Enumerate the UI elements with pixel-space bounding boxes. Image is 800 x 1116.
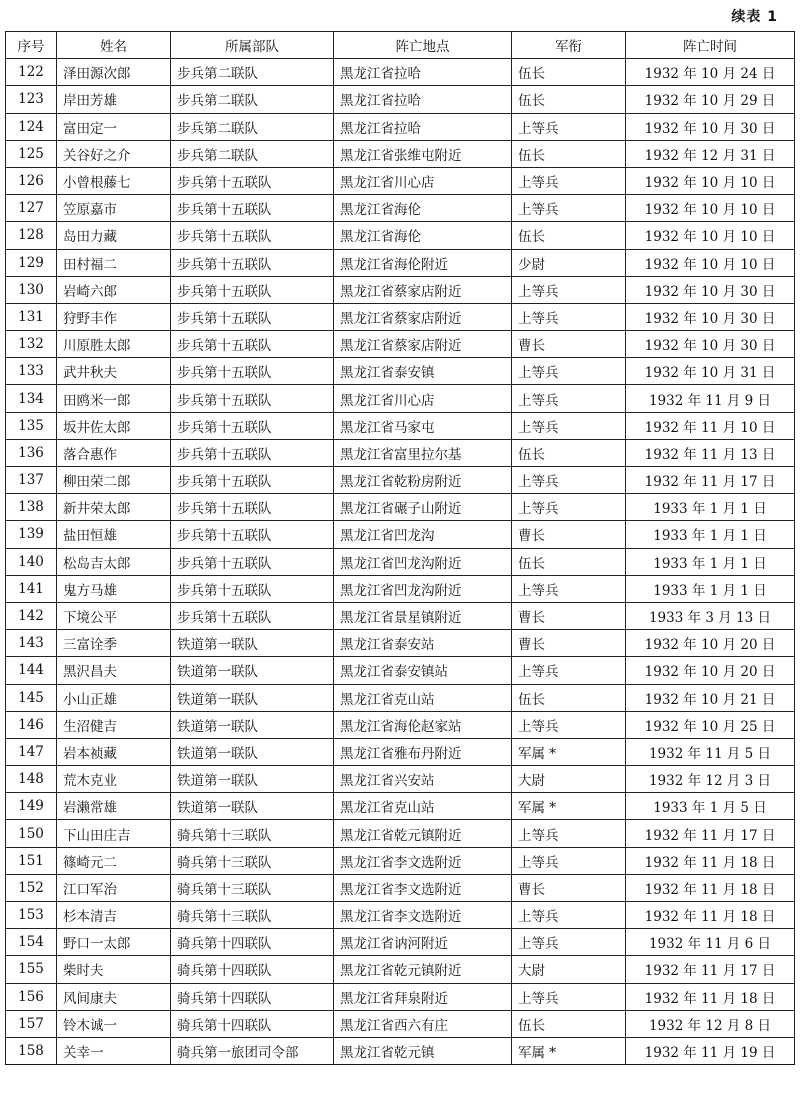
table-row (6, 575, 795, 602)
table-row (6, 303, 795, 330)
table-row (6, 276, 795, 303)
cell-place: 黑龙江省蔡家店附近 (334, 276, 512, 303)
cell-serial: 147 (6, 738, 57, 765)
cell-serial: 144 (6, 657, 57, 684)
cell-name: 坂井佐太郎 (57, 412, 171, 439)
cell-date: 1933 年 1 月 1 日 (626, 575, 795, 602)
cell-name: 关谷好之介 (57, 140, 171, 167)
cell-unit: 铁道第一联队 (171, 793, 334, 820)
cell-serial: 145 (6, 684, 57, 711)
cell-rank: 上等兵 (512, 820, 626, 847)
cell-name: 荒木克业 (57, 766, 171, 793)
cell-serial: 134 (6, 385, 57, 412)
cell-rank: 伍长 (512, 59, 626, 86)
cell-serial: 130 (6, 276, 57, 303)
cell-date: 1932 年 11 月 17 日 (626, 956, 795, 983)
cell-rank: 曹长 (512, 602, 626, 629)
cell-place: 黑龙江省李文选附近 (334, 902, 512, 929)
cell-serial: 142 (6, 602, 57, 629)
cell-date: 1932 年 10 月 21 日 (626, 684, 795, 711)
cell-date: 1932 年 11 月 5 日 (626, 738, 795, 765)
cell-place: 黑龙江省泰安镇站 (334, 657, 512, 684)
cell-place: 黑龙江省川心店 (334, 385, 512, 412)
cell-rank: 上等兵 (512, 711, 626, 738)
header-unit: 所属部队 (171, 32, 334, 59)
cell-place: 黑龙江省碾子山附近 (334, 494, 512, 521)
cell-rank: 上等兵 (512, 983, 626, 1010)
cell-serial: 133 (6, 358, 57, 385)
cell-serial: 132 (6, 331, 57, 358)
cell-place: 黑龙江省海伦附近 (334, 249, 512, 276)
cell-serial: 126 (6, 167, 57, 194)
cell-date: 1933 年 1 月 5 日 (626, 793, 795, 820)
cell-place: 黑龙江省泰安镇 (334, 358, 512, 385)
cell-serial: 122 (6, 59, 57, 86)
cell-unit: 步兵第十五联队 (171, 548, 334, 575)
cell-serial: 125 (6, 140, 57, 167)
cell-rank: 大尉 (512, 766, 626, 793)
table-row (6, 874, 795, 901)
cell-rank: 上等兵 (512, 113, 626, 140)
cell-serial: 146 (6, 711, 57, 738)
cell-unit: 骑兵第十三联队 (171, 820, 334, 847)
cell-date: 1932 年 11 月 13 日 (626, 439, 795, 466)
cell-unit: 步兵第十五联队 (171, 222, 334, 249)
cell-date: 1933 年 1 月 1 日 (626, 548, 795, 575)
cell-date: 1933 年 1 月 1 日 (626, 521, 795, 548)
cell-rank: 伍长 (512, 439, 626, 466)
cell-name: 田村福二 (57, 249, 171, 276)
cell-unit: 步兵第二联队 (171, 113, 334, 140)
cell-place: 黑龙江省海伦 (334, 222, 512, 249)
cell-serial: 127 (6, 195, 57, 222)
cell-date: 1932 年 10 月 24 日 (626, 59, 795, 86)
cell-place: 黑龙江省李文选附近 (334, 874, 512, 901)
cell-unit: 骑兵第十三联队 (171, 874, 334, 901)
cell-place: 黑龙江省蔡家店附近 (334, 303, 512, 330)
cell-rank: 上等兵 (512, 385, 626, 412)
cell-serial: 128 (6, 222, 57, 249)
cell-name: 野口一太郎 (57, 929, 171, 956)
cell-name: 武井秋夫 (57, 358, 171, 385)
table-row (6, 494, 795, 521)
cell-serial: 136 (6, 439, 57, 466)
table-row (6, 521, 795, 548)
cell-serial: 157 (6, 1010, 57, 1037)
cell-unit: 步兵第十五联队 (171, 412, 334, 439)
cell-rank: 上等兵 (512, 929, 626, 956)
cell-place: 黑龙江省拜泉附近 (334, 983, 512, 1010)
cell-place: 黑龙江省海伦 (334, 195, 512, 222)
cell-date: 1932 年 10 月 10 日 (626, 222, 795, 249)
header-place: 阵亡地点 (334, 32, 512, 59)
cell-unit: 步兵第十五联队 (171, 303, 334, 330)
cell-date: 1932 年 10 月 30 日 (626, 113, 795, 140)
cell-place: 黑龙江省李文选附近 (334, 847, 512, 874)
cell-unit: 步兵第十五联队 (171, 385, 334, 412)
cell-name: 岩濑常雄 (57, 793, 171, 820)
table-header (6, 32, 795, 59)
cell-place: 黑龙江省拉哈 (334, 113, 512, 140)
cell-rank: 军属 * (512, 1037, 626, 1064)
cell-rank: 军属 * (512, 793, 626, 820)
cell-place: 黑龙江省川心店 (334, 167, 512, 194)
cell-serial: 158 (6, 1037, 57, 1064)
cell-date: 1932 年 10 月 10 日 (626, 249, 795, 276)
table-row (6, 249, 795, 276)
cell-unit: 铁道第一联队 (171, 630, 334, 657)
cell-place: 黑龙江省凹龙沟 (334, 521, 512, 548)
cell-place: 黑龙江省乾元镇附近 (334, 820, 512, 847)
cell-date: 1932 年 12 月 31 日 (626, 140, 795, 167)
cell-name: 川原胜太郎 (57, 331, 171, 358)
table-row (6, 793, 795, 820)
cell-name: 落合惠作 (57, 439, 171, 466)
cell-name: 三富诠季 (57, 630, 171, 657)
cell-date: 1932 年 10 月 10 日 (626, 167, 795, 194)
cell-unit: 步兵第十五联队 (171, 521, 334, 548)
cell-name: 岸田芳雄 (57, 86, 171, 113)
cell-serial: 150 (6, 820, 57, 847)
cell-rank: 伍长 (512, 1010, 626, 1037)
table-row (6, 657, 795, 684)
cell-name: 岩崎六郎 (57, 276, 171, 303)
cell-name: 生沼健吉 (57, 711, 171, 738)
cell-serial: 138 (6, 494, 57, 521)
cell-rank: 伍长 (512, 140, 626, 167)
table-row (6, 195, 795, 222)
table-row (6, 59, 795, 86)
cell-date: 1932 年 11 月 17 日 (626, 820, 795, 847)
cell-name: 杉本清吉 (57, 902, 171, 929)
cell-place: 黑龙江省雅布丹附近 (334, 738, 512, 765)
cell-name: 盐田恒雄 (57, 521, 171, 548)
table-row (6, 412, 795, 439)
cell-date: 1932 年 11 月 18 日 (626, 874, 795, 901)
cell-place: 黑龙江省讷河附近 (334, 929, 512, 956)
cell-date: 1932 年 10 月 30 日 (626, 276, 795, 303)
cell-unit: 步兵第十五联队 (171, 331, 334, 358)
cell-rank: 上等兵 (512, 195, 626, 222)
table-row (6, 956, 795, 983)
cell-rank: 少尉 (512, 249, 626, 276)
cell-name: 铃木诚一 (57, 1010, 171, 1037)
cell-serial: 139 (6, 521, 57, 548)
cell-unit: 步兵第十五联队 (171, 602, 334, 629)
cell-rank: 上等兵 (512, 847, 626, 874)
cell-date: 1932 年 10 月 20 日 (626, 657, 795, 684)
cell-name: 风间康夫 (57, 983, 171, 1010)
cell-date: 1932 年 10 月 10 日 (626, 195, 795, 222)
cell-date: 1932 年 11 月 17 日 (626, 467, 795, 494)
table-row (6, 602, 795, 629)
cell-place: 黑龙江省富里拉尔基 (334, 439, 512, 466)
cell-serial: 129 (6, 249, 57, 276)
cell-name: 田鸥米一郎 (57, 385, 171, 412)
cell-rank: 曹长 (512, 521, 626, 548)
table-row (6, 439, 795, 466)
cell-rank: 上等兵 (512, 303, 626, 330)
cell-name: 狩野丰作 (57, 303, 171, 330)
table-row (6, 820, 795, 847)
cell-name: 篠崎元二 (57, 847, 171, 874)
cell-place: 黑龙江省兴安站 (334, 766, 512, 793)
table-row (6, 140, 795, 167)
cell-serial: 143 (6, 630, 57, 657)
header-rank: 军衔 (512, 32, 626, 59)
cell-unit: 骑兵第十四联队 (171, 983, 334, 1010)
cell-unit: 骑兵第一旅团司令部 (171, 1037, 334, 1064)
table-row (6, 847, 795, 874)
cell-name: 富田定一 (57, 113, 171, 140)
table-row (6, 358, 795, 385)
cell-unit: 骑兵第十三联队 (171, 902, 334, 929)
cell-date: 1932 年 12 月 8 日 (626, 1010, 795, 1037)
cell-name: 岩本祯藏 (57, 738, 171, 765)
table-caption: 续表 1 (731, 9, 778, 25)
header-serial: 序号 (6, 32, 57, 59)
cell-name: 鬼方马雄 (57, 575, 171, 602)
cell-rank: 上等兵 (512, 902, 626, 929)
cell-date: 1932 年 11 月 19 日 (626, 1037, 795, 1064)
cell-unit: 铁道第一联队 (171, 657, 334, 684)
cell-name: 江口军治 (57, 874, 171, 901)
cell-unit: 步兵第十五联队 (171, 249, 334, 276)
cell-unit: 铁道第一联队 (171, 738, 334, 765)
cell-date: 1933 年 3 月 13 日 (626, 602, 795, 629)
cell-name: 柴时夫 (57, 956, 171, 983)
cell-place: 黑龙江省乾元镇 (334, 1037, 512, 1064)
cell-rank: 上等兵 (512, 657, 626, 684)
cell-unit: 步兵第十五联队 (171, 467, 334, 494)
cell-serial: 152 (6, 874, 57, 901)
cell-unit: 步兵第十五联队 (171, 494, 334, 521)
table-row (6, 738, 795, 765)
cell-unit: 骑兵第十四联队 (171, 956, 334, 983)
cell-name: 岛田力藏 (57, 222, 171, 249)
cell-rank: 军属 * (512, 738, 626, 765)
cell-date: 1932 年 10 月 31 日 (626, 358, 795, 385)
cell-rank: 伍长 (512, 684, 626, 711)
cell-date: 1932 年 10 月 29 日 (626, 86, 795, 113)
cell-name: 小山正雄 (57, 684, 171, 711)
cell-unit: 步兵第十五联队 (171, 167, 334, 194)
cell-date: 1932 年 10 月 25 日 (626, 711, 795, 738)
cell-serial: 124 (6, 113, 57, 140)
cell-place: 黑龙江省泰安站 (334, 630, 512, 657)
table-row (6, 113, 795, 140)
cell-rank: 上等兵 (512, 276, 626, 303)
cell-date: 1932 年 11 月 9 日 (626, 385, 795, 412)
cell-name: 松岛吉太郎 (57, 548, 171, 575)
table-row (6, 548, 795, 575)
cell-rank: 上等兵 (512, 358, 626, 385)
cell-unit: 步兵第十五联队 (171, 575, 334, 602)
cell-date: 1932 年 11 月 18 日 (626, 902, 795, 929)
cell-place: 黑龙江省海伦赵家站 (334, 711, 512, 738)
cell-unit: 步兵第十五联队 (171, 439, 334, 466)
table-row (6, 467, 795, 494)
cell-rank: 上等兵 (512, 467, 626, 494)
table-row (6, 684, 795, 711)
cell-name: 黑沢昌夫 (57, 657, 171, 684)
cell-unit: 步兵第十五联队 (171, 358, 334, 385)
cell-rank: 上等兵 (512, 412, 626, 439)
header-row (6, 32, 795, 59)
cell-unit: 铁道第一联队 (171, 711, 334, 738)
cell-rank: 伍长 (512, 86, 626, 113)
cell-rank: 伍长 (512, 222, 626, 249)
cell-place: 黑龙江省拉哈 (334, 59, 512, 86)
cell-date: 1932 年 11 月 18 日 (626, 983, 795, 1010)
cell-name: 下境公平 (57, 602, 171, 629)
table-row (6, 630, 795, 657)
cell-serial: 153 (6, 902, 57, 929)
cell-rank: 大尉 (512, 956, 626, 983)
cell-name: 笠原嘉市 (57, 195, 171, 222)
cell-unit: 铁道第一联队 (171, 684, 334, 711)
cell-date: 1932 年 10 月 30 日 (626, 331, 795, 358)
table-row (6, 86, 795, 113)
cell-serial: 141 (6, 575, 57, 602)
cell-rank: 伍长 (512, 548, 626, 575)
cell-name: 下山田庄吉 (57, 820, 171, 847)
cell-serial: 148 (6, 766, 57, 793)
cell-date: 1932 年 11 月 10 日 (626, 412, 795, 439)
cell-serial: 151 (6, 847, 57, 874)
cell-unit: 步兵第十五联队 (171, 276, 334, 303)
cell-place: 黑龙江省乾粉房附近 (334, 467, 512, 494)
cell-serial: 149 (6, 793, 57, 820)
cell-unit: 步兵第二联队 (171, 59, 334, 86)
cell-serial: 140 (6, 548, 57, 575)
table-row (6, 222, 795, 249)
table-row (6, 711, 795, 738)
table-row (6, 167, 795, 194)
cell-date: 1932 年 12 月 3 日 (626, 766, 795, 793)
cell-place: 黑龙江省凹龙沟附近 (334, 548, 512, 575)
cell-place: 黑龙江省克山站 (334, 684, 512, 711)
cell-unit: 骑兵第十四联队 (171, 929, 334, 956)
cell-name: 泽田源次郎 (57, 59, 171, 86)
header-date: 阵亡时间 (626, 32, 795, 59)
cell-place: 黑龙江省张维屯附近 (334, 140, 512, 167)
cell-serial: 135 (6, 412, 57, 439)
cell-serial: 154 (6, 929, 57, 956)
cell-rank: 曹长 (512, 874, 626, 901)
cell-place: 黑龙江省拉哈 (334, 86, 512, 113)
cell-place: 黑龙江省景星镇附近 (334, 602, 512, 629)
cell-rank: 上等兵 (512, 167, 626, 194)
cell-date: 1932 年 10 月 30 日 (626, 303, 795, 330)
cell-place: 黑龙江省凹龙沟附近 (334, 575, 512, 602)
cell-unit: 骑兵第十四联队 (171, 1010, 334, 1037)
table-row (6, 1037, 795, 1064)
cell-serial: 123 (6, 86, 57, 113)
cell-date: 1933 年 1 月 1 日 (626, 494, 795, 521)
cell-name: 小曾根藤七 (57, 167, 171, 194)
casualty-table (5, 31, 795, 1065)
cell-unit: 步兵第十五联队 (171, 195, 334, 222)
cell-serial: 156 (6, 983, 57, 1010)
table-row (6, 983, 795, 1010)
cell-serial: 137 (6, 467, 57, 494)
cell-rank: 曹长 (512, 331, 626, 358)
cell-rank: 曹长 (512, 630, 626, 657)
cell-rank: 上等兵 (512, 575, 626, 602)
cell-unit: 铁道第一联队 (171, 766, 334, 793)
cell-serial: 155 (6, 956, 57, 983)
table-row (6, 929, 795, 956)
cell-name: 柳田荣二郎 (57, 467, 171, 494)
cell-unit: 步兵第二联队 (171, 140, 334, 167)
table-row (6, 331, 795, 358)
cell-date: 1932 年 11 月 6 日 (626, 929, 795, 956)
cell-unit: 步兵第二联队 (171, 86, 334, 113)
cell-name: 关幸一 (57, 1037, 171, 1064)
table-row (6, 766, 795, 793)
header-name: 姓名 (57, 32, 171, 59)
table-row (6, 902, 795, 929)
cell-place: 黑龙江省蔡家店附近 (334, 331, 512, 358)
cell-date: 1932 年 11 月 18 日 (626, 847, 795, 874)
cell-date: 1932 年 10 月 20 日 (626, 630, 795, 657)
cell-name: 新井荣太郎 (57, 494, 171, 521)
cell-place: 黑龙江省西六有庄 (334, 1010, 512, 1037)
cell-unit: 骑兵第十三联队 (171, 847, 334, 874)
table-row (6, 385, 795, 412)
cell-serial: 131 (6, 303, 57, 330)
cell-place: 黑龙江省克山站 (334, 793, 512, 820)
table-body (6, 59, 795, 1065)
cell-place: 黑龙江省乾元镇附近 (334, 956, 512, 983)
cell-rank: 上等兵 (512, 494, 626, 521)
table-row (6, 1010, 795, 1037)
cell-place: 黑龙江省马家屯 (334, 412, 512, 439)
